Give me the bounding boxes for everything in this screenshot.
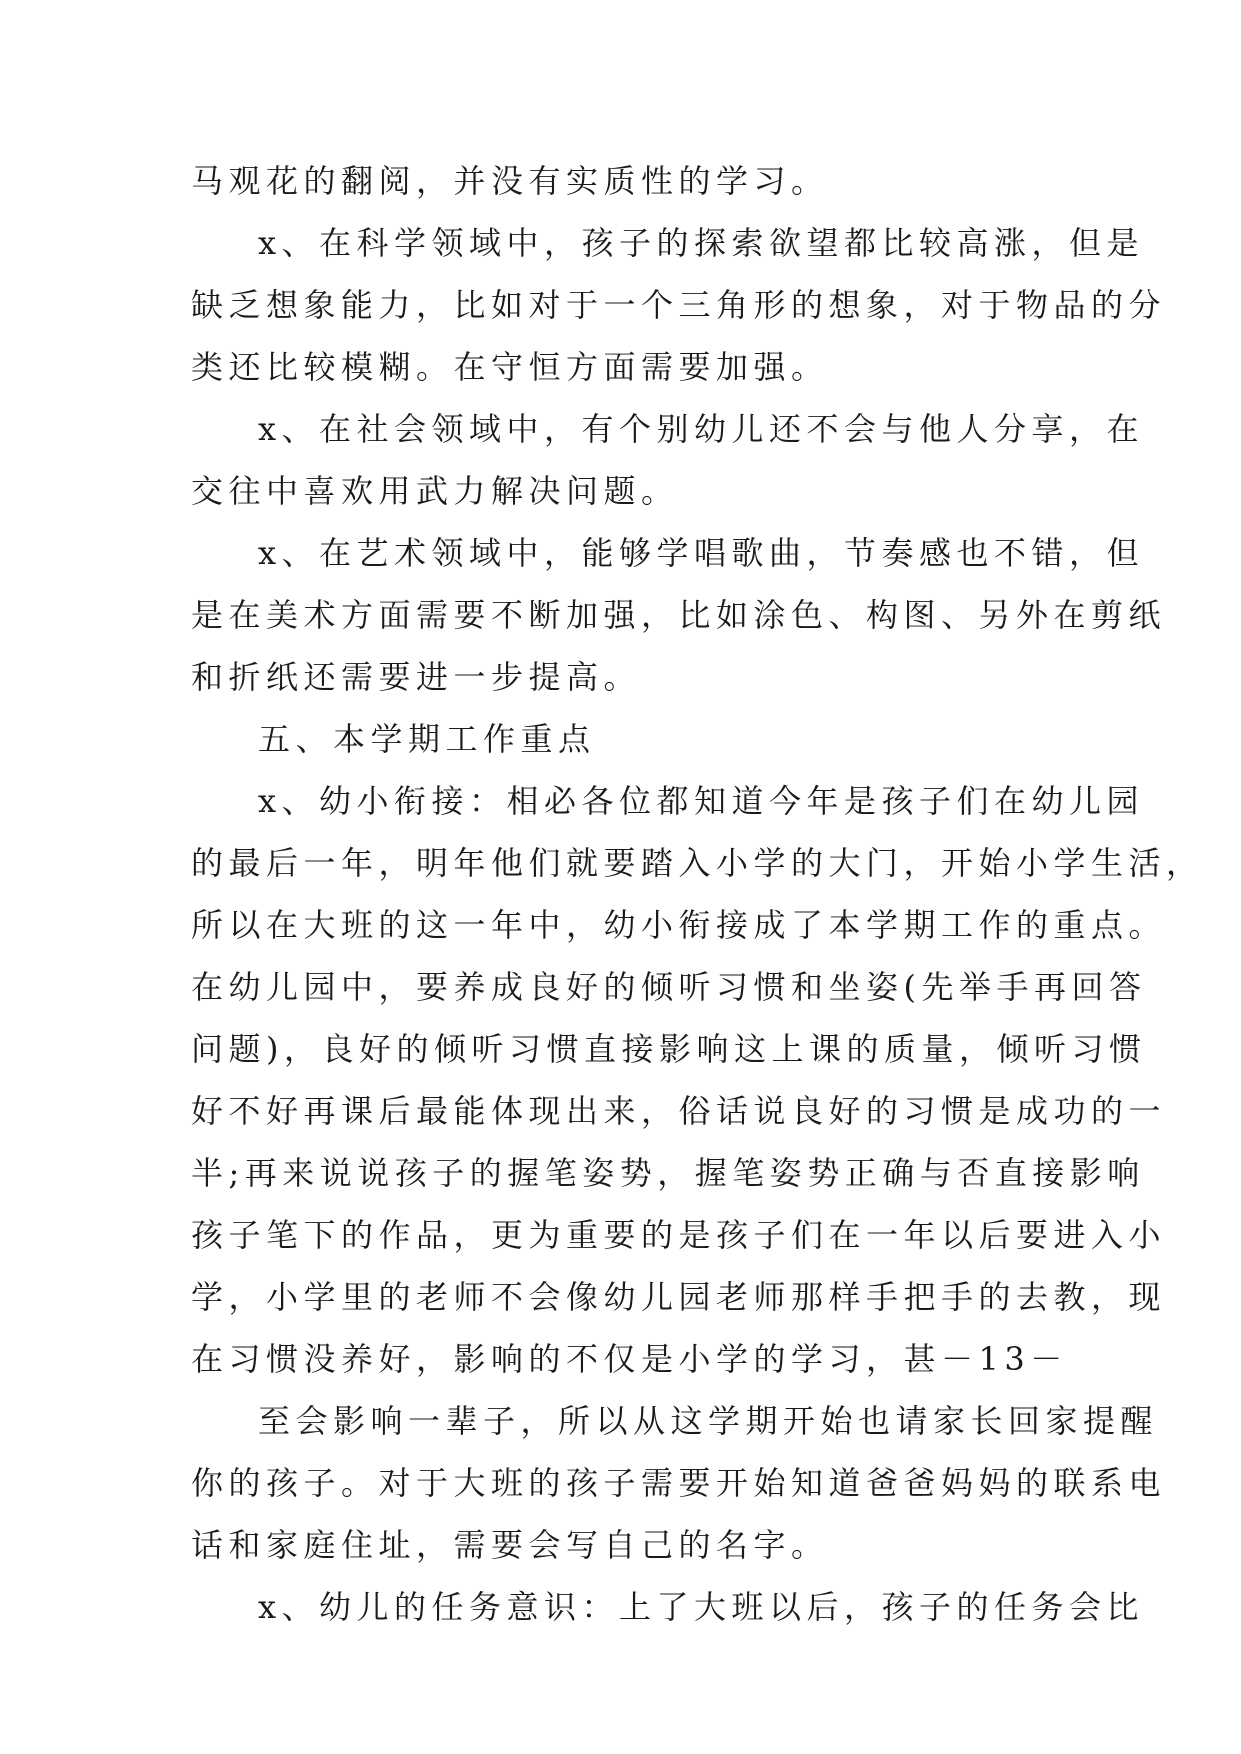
text-line: 缺乏想象能力，比如对于一个三角形的想象，对于物品的分 [191, 286, 1167, 324]
text-line: 马观花的翻阅，并没有实质性的学习。 [191, 162, 829, 200]
paragraph-transition: x、幼小衔接：相必各位都知道今年是孩子们在幼儿园 [258, 782, 1145, 820]
text-line: 学，小学里的老师不会像幼儿园老师那样手把手的去教，现 [191, 1278, 1167, 1316]
document-body [191, 150, 1204, 1638]
paragraph-social: x、在社会领域中，有个别幼儿还不会与他人分享，在 [258, 410, 1145, 448]
text-line: 半;再来说说孩子的握笔姿势，握笔姿势正确与否直接影响 [191, 1154, 1145, 1192]
text-line: 在幼儿园中，要养成良好的倾听习惯和坐姿(先举手再回答 [191, 968, 1147, 1006]
text-line-with-page-number: 在习惯没养好，影响的不仅是小学的学习，甚－13－ [191, 1340, 1068, 1378]
text-line: 的最后一年，明年他们就要踏入小学的大门，开始小学生活， [191, 844, 1204, 882]
text-line: 话和家庭住址，需要会写自己的名字。 [191, 1526, 829, 1564]
text-line: 是在美术方面需要不断加强，比如涂色、构图、另外在剪纸 [191, 596, 1167, 634]
text-line: 所以在大班的这一年中，幼小衔接成了本学期工作的重点。 [191, 906, 1167, 944]
text-line: 孩子笔下的作品，更为重要的是孩子们在一年以后要进入小 [191, 1216, 1167, 1254]
text-line: 和折纸还需要进一步提高。 [191, 658, 642, 696]
text-line: 问题)，良好的倾听习惯直接影响这上课的质量，倾听习惯 [191, 1030, 1147, 1068]
text-line: 你的孩子。对于大班的孩子需要开始知道爸爸妈妈的联系电 [191, 1464, 1167, 1502]
text-line: 类还比较模糊。在守恒方面需要加强。 [191, 348, 829, 386]
text-line: 交往中喜欢用武力解决问题。 [191, 472, 679, 510]
section-heading: 五、本学期工作重点 [258, 720, 596, 758]
text-line: 好不好再课后最能体现出来，俗话说良好的习惯是成功的一 [191, 1092, 1167, 1130]
paragraph-continuation: 至会影响一辈子，所以从这学期开始也请家长回家提醒 [258, 1402, 1159, 1440]
paragraph-task-awareness: x、幼儿的任务意识：上了大班以后，孩子的任务会比 [258, 1588, 1145, 1626]
paragraph-art: x、在艺术领域中，能够学唱歌曲，节奏感也不错，但 [258, 534, 1145, 572]
paragraph-science: x、在科学领域中，孩子的探索欲望都比较高涨，但是 [258, 224, 1145, 262]
